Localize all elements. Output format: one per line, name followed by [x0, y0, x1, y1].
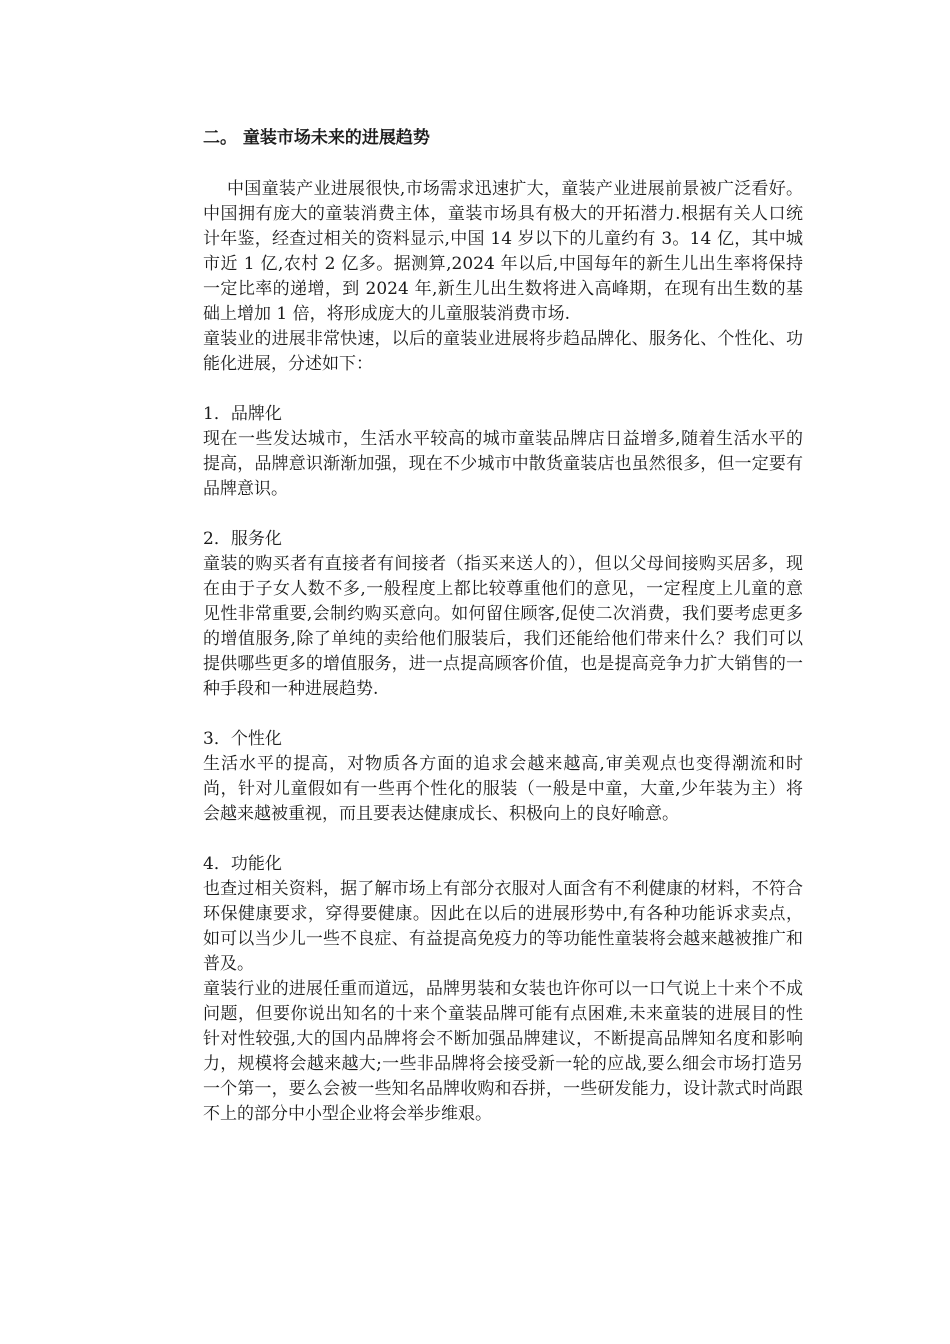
section-personalization [203, 727, 803, 827]
closing-paragraph: 童装行业的进展任重而道远，品牌男装和女装也许你可以一口气说上十来个不成问题，但要你说出知名的十来个童装品牌可能有点困难,未来童装的进展目的性针对性较强,大的国内品牌将会不断加强品牌建议，不断提高品牌知名度和影响力，规模将会越来越大;一些非品牌将会接受新一轮的应战,要么细会市场打造另一个第一，要么会被一些知名品牌收购和吞拼，一些研发能力，设计款式时尚跟不上的部分中小型企业将会举步维艰。 [203, 979, 803, 1124]
section-paragraph: 现在一些发达城市，生活水平较高的城市童装品牌店日益增多,随着生活水平的提高，品牌意识渐渐加强，现在不少城市中散货童装店也虽然很多，但一定要有品牌意识。 [203, 429, 803, 499]
intro-paragraph-1: 中国童装产业进展很快,市场需求迅速扩大，童装产业进展前景被广泛看好。中国拥有庞大的童装消费主体，童装市场具有极大的开拓潜力.根据有关人口统计年鉴，经查过相关的资料显示,中国 14 岁以下的儿童约有 3。14 亿，其中城市近 1 亿,农村 2 亿多。据测算,2024 年以后,中国每年的新生儿出生率将保持一定比率的递增，到 2024 年,新生儿出生数将进入高峰期，在现有出生数的基础上增加 1 倍，将形成庞大的儿童服装消费市场. [203, 179, 803, 324]
intro-paragraph-2: 童装业的进展非常快速，以后的童装业进展将步趋品牌化、服务化、个性化、功能化进展，分述如下： [203, 329, 803, 374]
section-title-functionality: 4．功能化 [203, 854, 282, 874]
section-title-branding: 1．品牌化 [203, 404, 282, 424]
section-paragraph: 童装的购买者有直接者有间接者（指买来送人的），但以父母间接购买居多，现在由于子女人数不多,一般程度上都比较尊重他们的意见，一定程度上儿童的意见性非常重要,会制约购买意向。如何留住顾客,促使二次消费，我们要考虑更多的增值服务,除了单纯的卖给他们服装后，我们还能给他们带来什么？我们可以提供哪些更多的增值服务，进一点提高顾客价值，也是提高竞争力扩大销售的一种手段和一种进展趋势. [203, 554, 803, 699]
section-paragraph: 生活水平的提高，对物质各方面的追求会越来越高,审美观点也变得潮流和时尚，针对儿童假如有一些再个性化的服装（一般是中童，大童,少年装为主）将会越来越被重视，而且要表达健康成长、积极向上的良好喻意。 [203, 754, 803, 824]
section-heading: 二。 童装市场未来的进展趋势 [203, 128, 430, 148]
section-paragraph: 也查过相关资料，据了解市场上有部分衣服对人面含有不利健康的材料，不符合环保健康要求，穿得要健康。因此在以后的进展形势中,有各种功能诉求卖点，如可以当少儿一些不良症、有益提高免疫力的等功能性童装将会越来越被推广和普及。 [203, 879, 803, 974]
section-title-personalization: 3．个性化 [203, 729, 282, 749]
section-title-service: 2．服务化 [203, 529, 282, 549]
section-service [203, 527, 803, 702]
document-page [203, 126, 803, 1127]
section-functionality [203, 852, 803, 1127]
section-branding [203, 402, 803, 502]
